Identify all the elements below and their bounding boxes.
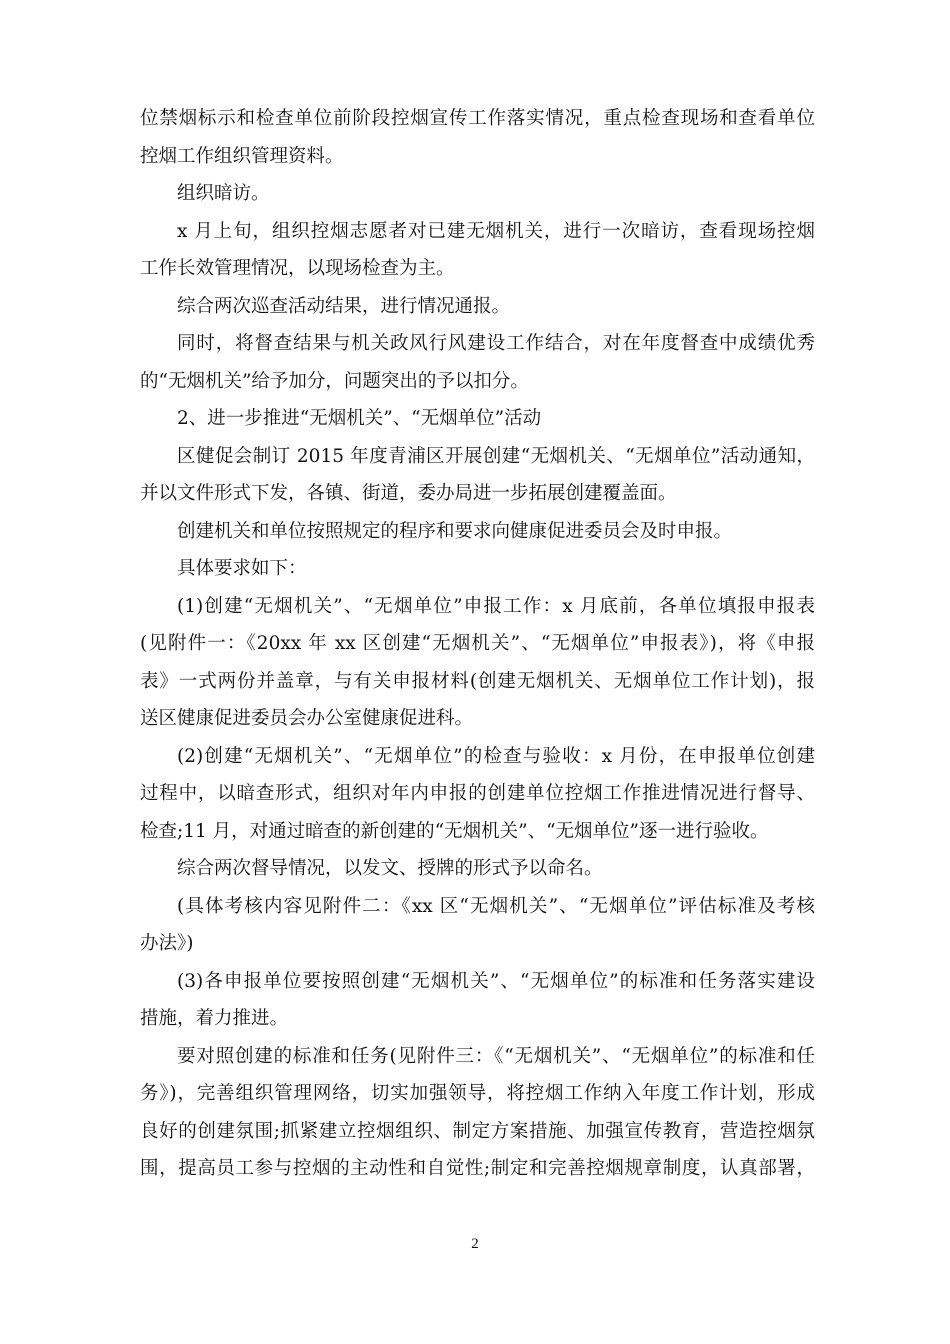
text-line: 送区健康促进委员会办公室健康促进科。 xyxy=(140,708,474,729)
page-number: 2 xyxy=(471,1236,479,1252)
text-line: x 月上旬，组织控烟志愿者对已建无烟机关，进行一次暗访，查看现场控烟 xyxy=(177,220,815,242)
document-body xyxy=(140,100,815,1188)
text-line: 措施，着力推进。 xyxy=(140,1008,289,1029)
text-line: 过程中，以暗查形式，组织对年内申报的创建单位控烟工作推进情况进行督导、 xyxy=(140,783,815,804)
text-line: 具体要求如下： xyxy=(177,558,307,579)
text-line: 表》一式两份并盖章，与有关申报材料(创建无烟机关、无烟单位工作计划)，报 xyxy=(140,670,815,692)
text-line: 的“无烟机关”给予加分，问题突出的予以扣分。 xyxy=(140,370,529,392)
text-line: 并以文件形式下发，各镇、街道，委办局进一步拓展创建覆盖面。 xyxy=(140,483,677,504)
text-line: 工作长效管理情况，以现场检查为主。 xyxy=(140,258,455,279)
text-line: 务》)，完善组织管理网络，切实加强领导，将控烟工作纳入年度工作计划，形成 xyxy=(140,1083,815,1104)
text-line: 创建机关和单位按照规定的程序和要求向健康促进委员会及时申报。 xyxy=(177,520,733,542)
text-line: 控烟工作组织管理资料。 xyxy=(140,145,344,167)
text-line: 要对照创建的标准和任务(见附件三：《“无烟机关”、“无烟单位”的标准和任 xyxy=(177,1045,815,1067)
text-line: 同时，将督查结果与机关政风行风建设工作结合，对在年度督查中成绩优秀 xyxy=(177,333,815,354)
text-line: (1)创建“无烟机关”、“无烟单位”申报工作：x 月底前，各单位填报申报表 xyxy=(177,595,815,617)
text-line: 办法》) xyxy=(140,933,194,954)
text-line: (具体考核内容见附件二：《xx 区“无烟机关”、“无烟单位”评估标准及考核 xyxy=(177,895,815,917)
text-line: (见附件一：《20xx 年 xx 区创建“无烟机关”、“无烟单位”申报表》)，将《申报 xyxy=(140,633,815,654)
text-line: (3)各申报单位要按照创建“无烟机关”、“无烟单位”的标准和任务落实建设 xyxy=(177,970,815,992)
text-line: 位禁烟标示和检查单位前阶段控烟宣传工作落实情况，重点检查现场和查看单位 xyxy=(140,108,815,129)
text-line: 检查;11 月，对通过暗查的新创建的“无烟机关”、“无烟单位”逐一进行验收。 xyxy=(140,820,769,842)
text-line: 区健促会制订 2015 年度青浦区开展创建“无烟机关、“无烟单位”活动通知， xyxy=(177,445,815,467)
text-line: 围，提高员工参与控烟的主动性和自觉性;制定和完善控烟规章制度，认真部署， xyxy=(140,1158,815,1179)
text-line: 综合两次督导情况，以发文、授牌的形式予以命名。 xyxy=(177,858,603,879)
text-line: 2、进一步推进“无烟机关”、“无烟单位”活动 xyxy=(177,408,542,429)
text-line: (2)创建“无烟机关”、“无烟单位”的检查与验收：x 月份，在申报单位创建 xyxy=(177,745,815,767)
text-line: 良好的创建氛围;抓紧建立控烟组织、制定方案措施、加强宣传教育，营造控烟氛 xyxy=(140,1120,815,1142)
text-line: 组织暗访。 xyxy=(177,183,270,204)
text-line: 综合两次巡查活动结果，进行情况通报。 xyxy=(177,295,511,317)
